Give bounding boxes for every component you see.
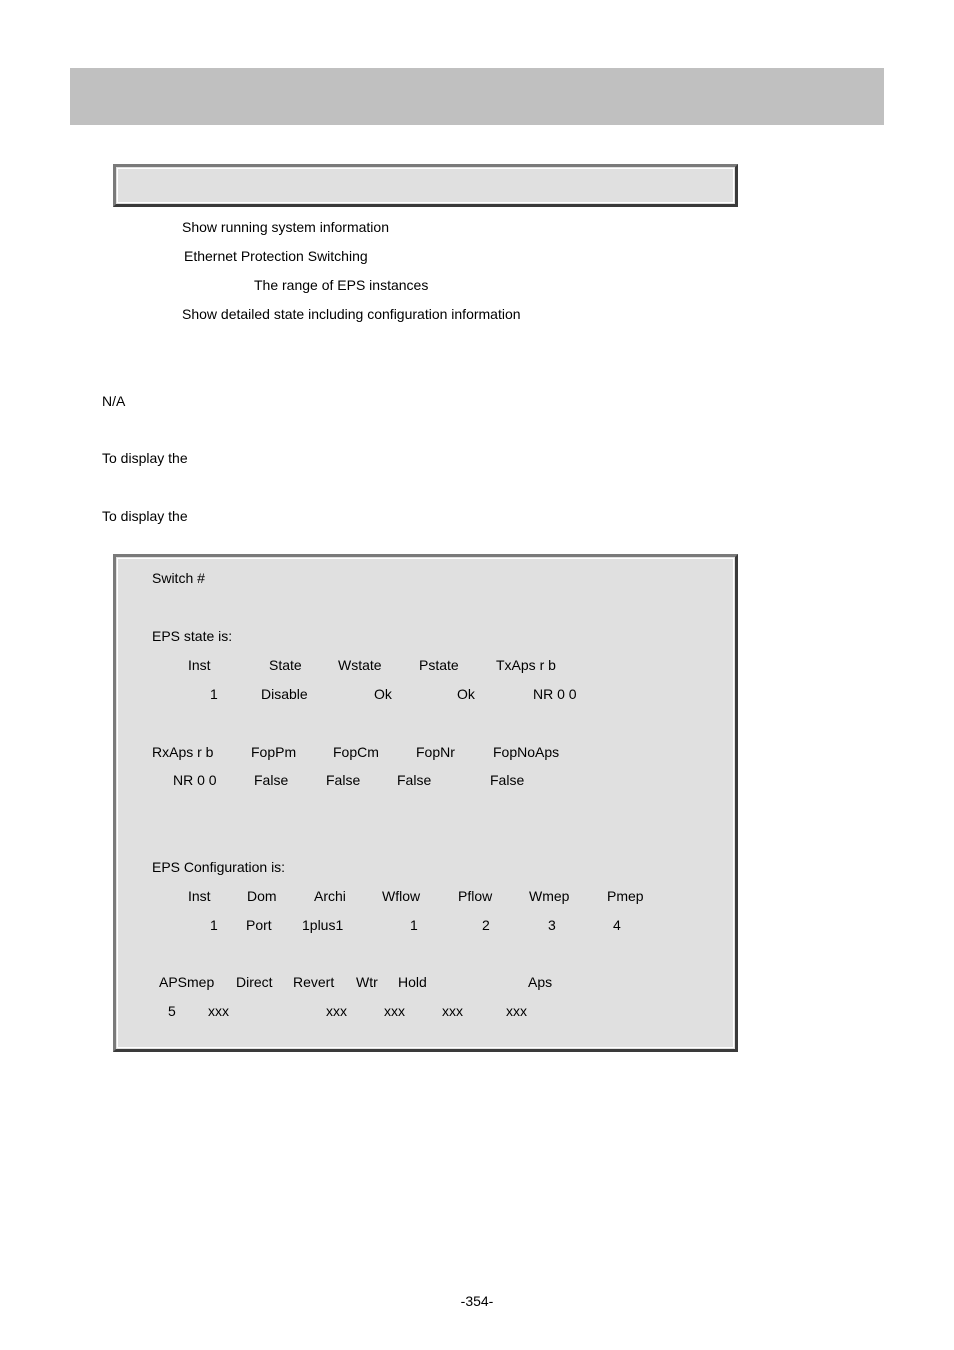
config-value-cell: 2 bbox=[482, 917, 490, 933]
config-header-cell: Hold bbox=[398, 974, 427, 990]
page-number: -354- bbox=[460, 1293, 494, 1309]
config-header-cell: Revert bbox=[293, 974, 335, 990]
config-value-cell: xxx bbox=[442, 1003, 463, 1019]
config-header-cell: Inst bbox=[188, 888, 211, 904]
config-header-cell: APSmep bbox=[159, 974, 215, 990]
config-value-cell: 5 bbox=[168, 1003, 176, 1019]
parameter-description: Show running system information bbox=[182, 219, 389, 235]
config-header-cell: Wmep bbox=[529, 888, 570, 904]
parameter-description: Ethernet Protection Switching bbox=[184, 248, 368, 264]
config-value-cell: 1plus1 bbox=[302, 917, 344, 933]
config-header-cell: Archi bbox=[314, 888, 346, 904]
state-header-cell: FopCm bbox=[333, 744, 379, 760]
state-value-cell: NR 0 0 bbox=[533, 686, 577, 702]
config-value-cell: xxx bbox=[384, 1003, 405, 1019]
config-value-cell: xxx bbox=[326, 1003, 347, 1019]
state-header-cell: FopNoAps bbox=[493, 744, 560, 760]
state-value-cell: Ok bbox=[457, 686, 475, 702]
example-output-box bbox=[113, 554, 738, 1052]
config-value-cell: 3 bbox=[548, 917, 556, 933]
state-value-cell: Ok bbox=[374, 686, 392, 702]
config-header-cell: Pmep bbox=[607, 888, 644, 904]
config-title: EPS Configuration is: bbox=[152, 859, 286, 875]
state-value-cell: 1 bbox=[210, 686, 218, 702]
state-value-cell: NR 0 0 bbox=[173, 772, 217, 788]
cli-prompt: Switch # bbox=[152, 570, 205, 586]
config-value-cell: xxx bbox=[506, 1003, 527, 1019]
parameter-description: Show detailed state including configuration information bbox=[182, 306, 521, 322]
config-value-cell: Port bbox=[246, 917, 272, 933]
state-header-cell: FopPm bbox=[251, 744, 297, 760]
state-header-cell: State bbox=[269, 657, 302, 673]
state-header-cell: RxAps r b bbox=[152, 744, 214, 760]
usage-guideline: To display the bbox=[102, 450, 188, 466]
state-header-cell: Wstate bbox=[338, 657, 382, 673]
state-value-cell: Disable bbox=[261, 686, 308, 702]
state-header-cell: TxAps r b bbox=[496, 657, 556, 673]
config-header-cell: Aps bbox=[528, 974, 553, 990]
state-header-cell: Inst bbox=[188, 657, 211, 673]
config-value-cell: 1 bbox=[210, 917, 218, 933]
parameter-description: The range of EPS instances bbox=[254, 277, 429, 293]
state-value-cell: False bbox=[490, 772, 525, 788]
default-value: N/A bbox=[102, 393, 126, 409]
config-header-cell: Wtr bbox=[356, 974, 378, 990]
config-header-cell: Direct bbox=[236, 974, 273, 990]
command-syntax-box bbox=[113, 164, 738, 207]
state-value-cell: False bbox=[397, 772, 432, 788]
state-value-cell: False bbox=[254, 772, 289, 788]
state-title: EPS state is: bbox=[152, 628, 233, 644]
section-header-bar bbox=[70, 68, 884, 125]
example-intro: To display the bbox=[102, 508, 188, 524]
state-header-cell: FopNr bbox=[416, 744, 455, 760]
config-header-cell: Wflow bbox=[382, 888, 421, 904]
state-value-cell: False bbox=[326, 772, 361, 788]
config-header-cell: Pflow bbox=[458, 888, 493, 904]
config-value-cell: xxx bbox=[208, 1003, 229, 1019]
state-header-cell: Pstate bbox=[419, 657, 459, 673]
config-value-cell: 4 bbox=[613, 917, 621, 933]
config-value-cell: 1 bbox=[410, 917, 418, 933]
config-header-cell: Dom bbox=[247, 888, 277, 904]
